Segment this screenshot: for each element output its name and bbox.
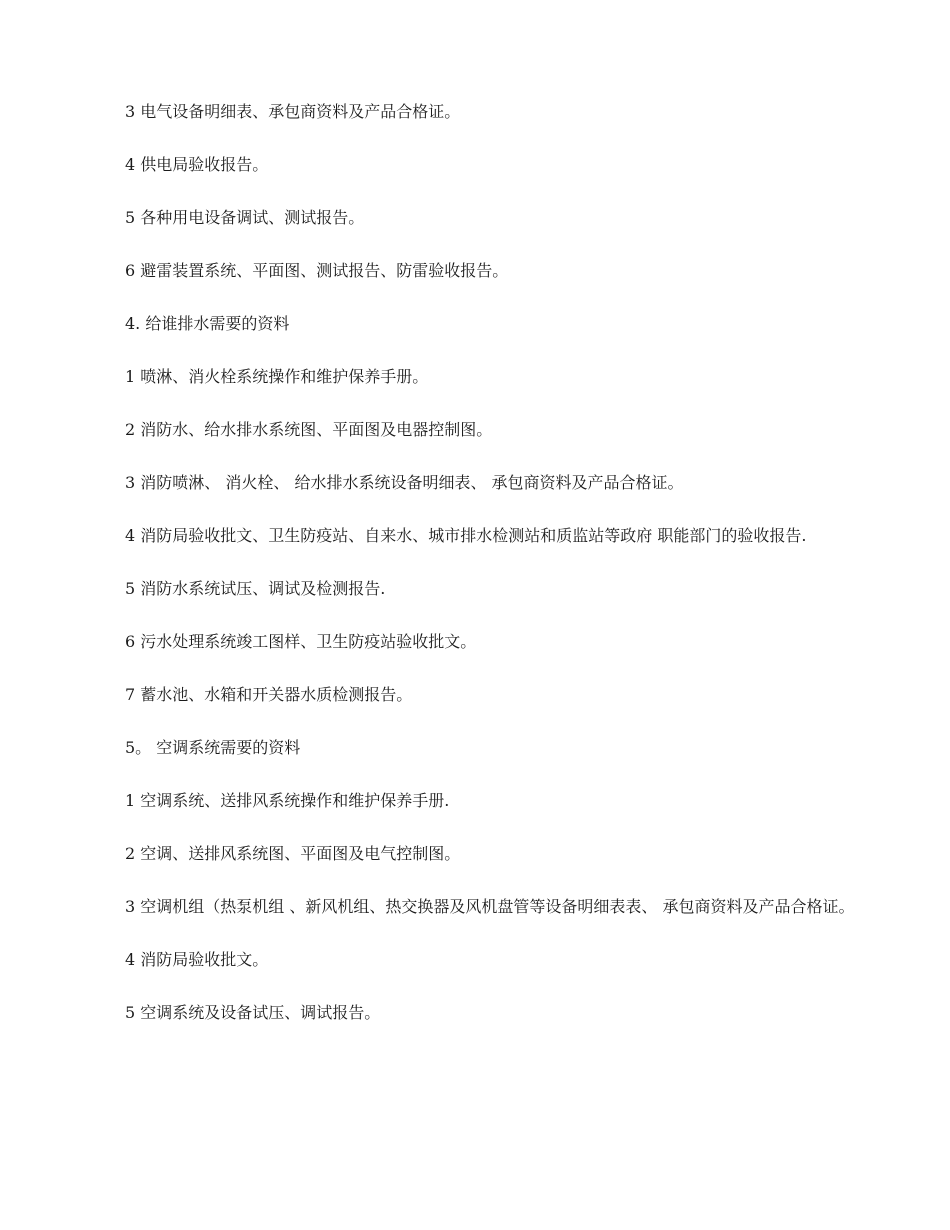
paragraph: 6 污水处理系统竣工图样、卫生防疫站验收批文。 bbox=[125, 632, 477, 651]
paragraph: 7 蓄水池、水箱和开关器水质检测报告。 bbox=[125, 685, 413, 704]
section-heading: 5。 空调系统需要的资料 bbox=[125, 738, 301, 757]
paragraph: 2 空调、送排风系统图、平面图及电气控制图。 bbox=[125, 844, 461, 863]
paragraph: 6 避雷装置系统、平面图、测试报告、防雷验收报告。 bbox=[125, 261, 509, 280]
paragraph: 3 空调机组（热泵机组 、新风机组、热交换器及风机盘管等设备明细表表、 承包商资料及产品合格证。 bbox=[125, 897, 855, 916]
paragraph: 1 空调系统、送排风系统操作和维护保养手册. bbox=[125, 791, 450, 810]
document-body bbox=[88, 96, 863, 1050]
paragraph: 5 各种用电设备调试、测试报告。 bbox=[125, 208, 365, 227]
paragraph: 2 消防水、给水排水系统图、平面图及电器控制图。 bbox=[125, 420, 493, 439]
paragraph: 4 供电局验收报告。 bbox=[125, 155, 269, 174]
section-heading: 4. 给谁排水需要的资料 bbox=[125, 314, 290, 333]
paragraph: 4 消防局验收批文。 bbox=[125, 950, 269, 969]
paragraph: 1 喷淋、消火栓系统操作和维护保养手册。 bbox=[125, 367, 429, 386]
paragraph: 3 电气设备明细表、承包商资料及产品合格证。 bbox=[125, 102, 461, 121]
paragraph: 3 消防喷淋、 消火栓、 给水排水系统设备明细表、 承包商资料及产品合格证。 bbox=[125, 473, 684, 492]
paragraph: 5 消防水系统试压、调试及检测报告. bbox=[125, 579, 386, 598]
paragraph: 4 消防局验收批文、卫生防疫站、自来水、城市排水检测站和质监站等政府 职能部门的验收报告. bbox=[125, 526, 807, 545]
paragraph: 5 空调系统及设备试压、调试报告。 bbox=[125, 1003, 381, 1022]
